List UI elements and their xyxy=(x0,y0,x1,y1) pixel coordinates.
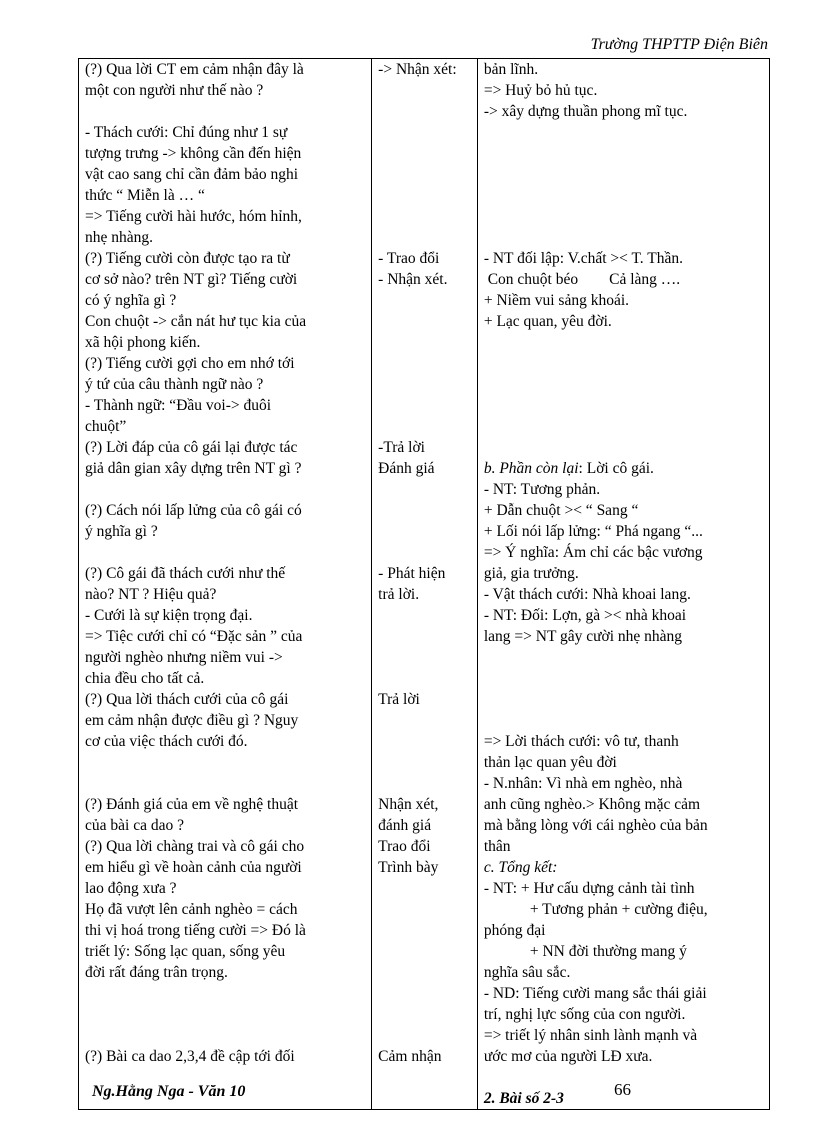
section-b-text: : Lời cô gái. xyxy=(578,460,654,477)
text-line: - Trao đổi xyxy=(378,250,440,267)
content-line: phóng đại xyxy=(483,922,546,939)
text-line: em cảm nhận được điều gì ? Nguy xyxy=(85,712,299,729)
text-line: (?) Tiếng cười gợi cho em nhớ tới xyxy=(85,355,295,372)
content-line: + Lối nói lấp lửng: “ Phá ngang “... xyxy=(483,523,703,540)
text-line: một con người như thế nào ? xyxy=(85,82,264,99)
content-line: Con chuột béo Cả làng …. xyxy=(483,271,681,288)
content-line: bản lĩnh. xyxy=(483,61,539,78)
content-line: lang => NT gây cười nhẹ nhàng xyxy=(483,628,683,645)
text-line: (?) Bài ca dao 2,3,4 đề cập tới đối xyxy=(85,1048,295,1065)
content-line: nghĩa sâu sắc. xyxy=(483,964,571,981)
content-line: + Dẫn chuột >< “ Sang “ xyxy=(483,502,639,519)
content-line: - NT: Tương phản. xyxy=(483,481,601,498)
page-number: 66 xyxy=(614,1080,631,1099)
text-line: - Nhận xét. xyxy=(378,271,448,288)
text-line: tượng trưng -> không cần đến hiện xyxy=(85,145,302,162)
content-line: + Tương phản + cường điệu, xyxy=(529,901,708,918)
text-line: nào? NT ? Hiệu quả? xyxy=(85,586,217,603)
table-row xyxy=(79,59,770,1110)
content-line: => Lời thách cưới: vô tư, thanh xyxy=(483,733,679,750)
text-line: Trả lời xyxy=(378,691,420,708)
school-header: Trường THPTTP Điện Biên xyxy=(590,36,768,53)
text-line: => Tiệc cưới chỉ có “Đặc sản ” của xyxy=(85,628,303,645)
content-line: giả, gia trưởng. xyxy=(483,565,579,582)
content-line: + NN đời thường mang ý xyxy=(529,943,687,960)
text-line: (?) Cách nói lấp lửng của cô gái có xyxy=(85,502,302,519)
text-line: Con chuột -> cắn nát hư tục kia của xyxy=(85,313,307,330)
text-line: (?) Lời đáp của cô gái lại được tác xyxy=(85,439,298,456)
text-line: -Trả lời xyxy=(378,439,425,456)
text-line: cơ của việc thách cưới đó. xyxy=(85,733,248,750)
section-b-heading xyxy=(484,458,763,479)
section-b-label: b. Phần còn lại xyxy=(483,460,579,477)
text-line: thi vị hoá trong tiếng cười => Đó là xyxy=(85,922,306,939)
text-line: đánh giá xyxy=(378,817,432,834)
content-line: - Vật thách cưới: Nhà khoai lang. xyxy=(483,586,691,603)
section-c-heading: c. Tổng kết: xyxy=(483,859,558,876)
teacher-student-activity-column xyxy=(79,59,372,1110)
text-line: -> Nhận xét: xyxy=(378,61,457,78)
text-line: Trao đổi xyxy=(378,838,431,855)
author-footer: Ng.Hằng Nga - Văn 10 xyxy=(92,1083,246,1100)
text-line: - Phát hiện xyxy=(378,565,446,582)
text-line: (?) Qua lời thách cưới của cô gái xyxy=(85,691,289,708)
text-line: vật cao sang chỉ cần đảm bảo nghi xyxy=(85,166,299,183)
content-line: => Ý nghĩa: Ám chỉ các bậc vương xyxy=(483,544,703,561)
content-line: - NT: Đối: Lợn, gà >< nhà khoai xyxy=(483,607,687,624)
activity-type-column xyxy=(372,59,478,1110)
text-line: có ý nghĩa gì ? xyxy=(85,292,177,309)
text-line: lao động xưa ? xyxy=(85,880,177,897)
text-line: chuột” xyxy=(85,418,127,435)
text-line: - Cưới là sự kiện trọng đại. xyxy=(85,607,253,624)
content-line: ước mơ của người LĐ xưa. xyxy=(483,1048,653,1065)
text-line: - Thách cưới: Chỉ đúng như 1 sự xyxy=(85,124,288,141)
text-line: (?) Qua lời chàng trai và cô gái cho xyxy=(85,838,305,855)
content-line: - NT đối lập: V.chất >< T. Thần. xyxy=(483,250,683,267)
content-line: + Lạc quan, yêu đời. xyxy=(483,313,612,330)
text-line: chia đều cho tất cả. xyxy=(85,670,205,687)
content-line: => triết lý nhân sinh lành mạnh và xyxy=(483,1027,698,1044)
text-line: Họ đã vượt lên cảnh nghèo = cách xyxy=(85,901,298,918)
text-line: (?) Đánh giá của em về nghệ thuật xyxy=(85,796,299,813)
text-line: Nhận xét, xyxy=(378,796,439,813)
text-line: (?) Cô gái đã thách cưới như thế xyxy=(85,565,286,582)
content-line: anh cũng nghèo.> Không mặc cảm xyxy=(483,796,701,813)
content-line: thản lạc quan yêu đời xyxy=(483,754,617,771)
content-line: thân xyxy=(483,838,511,855)
text-line: ý tứ của câu thành ngữ nào ? xyxy=(85,376,264,393)
text-line: trả lời. xyxy=(378,586,420,603)
text-line: giả dân gian xây dựng trên NT gì ? xyxy=(85,460,302,477)
content-line: => Huỷ bỏ hủ tục. xyxy=(483,82,598,99)
content-line: - NT: + Hư cấu dựng cảnh tài tình xyxy=(483,880,695,897)
content-line: trí, nghị lực sống của con người. xyxy=(483,1006,686,1023)
text-line: ý nghĩa gì ? xyxy=(85,523,158,540)
text-line: - Thành ngữ: “Đầu voi-> đuôi xyxy=(85,397,272,414)
text-line: đời rất đáng trân trọng. xyxy=(85,964,228,981)
lesson-table xyxy=(78,58,770,1110)
text-line: (?) Qua lời CT em cảm nhận đây là xyxy=(85,61,304,78)
text-line: Trình bày xyxy=(378,859,439,876)
text-line: (?) Tiếng cười còn được tạo ra từ xyxy=(85,250,290,267)
content-line: mà bằng lòng với cái nghèo của bản xyxy=(483,817,708,834)
content-column xyxy=(477,59,769,1110)
text-line: thức “ Miễn là … “ xyxy=(85,187,205,204)
text-line: xã hội phong kiến. xyxy=(85,334,201,351)
content-line: + Niềm vui sảng khoái. xyxy=(483,292,630,309)
text-line: nhẹ nhàng. xyxy=(85,229,154,246)
text-line: triết lý: Sống lạc quan, sống yêu xyxy=(85,943,286,960)
section-2-heading: 2. Bài số 2-3 xyxy=(483,1090,564,1107)
text-line: cơ sở nào? trên NT gì? Tiếng cười xyxy=(85,271,298,288)
content-line: -> xây dựng thuần phong mĩ tục. xyxy=(483,103,688,120)
text-line: Cảm nhận xyxy=(378,1048,442,1065)
text-line: em hiểu gì về hoàn cảnh của người xyxy=(85,859,302,876)
text-line: => Tiếng cười hài hước, hóm hỉnh, xyxy=(85,208,302,225)
content-line: - ND: Tiếng cười mang sắc thái giải xyxy=(483,985,707,1002)
content-line: - N.nhân: Vì nhà em nghèo, nhà xyxy=(483,775,683,792)
text-line: người nghèo nhưng niềm vui -> xyxy=(85,649,283,666)
text-line: Đánh giá xyxy=(378,460,435,477)
text-line: của bài ca dao ? xyxy=(85,817,184,834)
